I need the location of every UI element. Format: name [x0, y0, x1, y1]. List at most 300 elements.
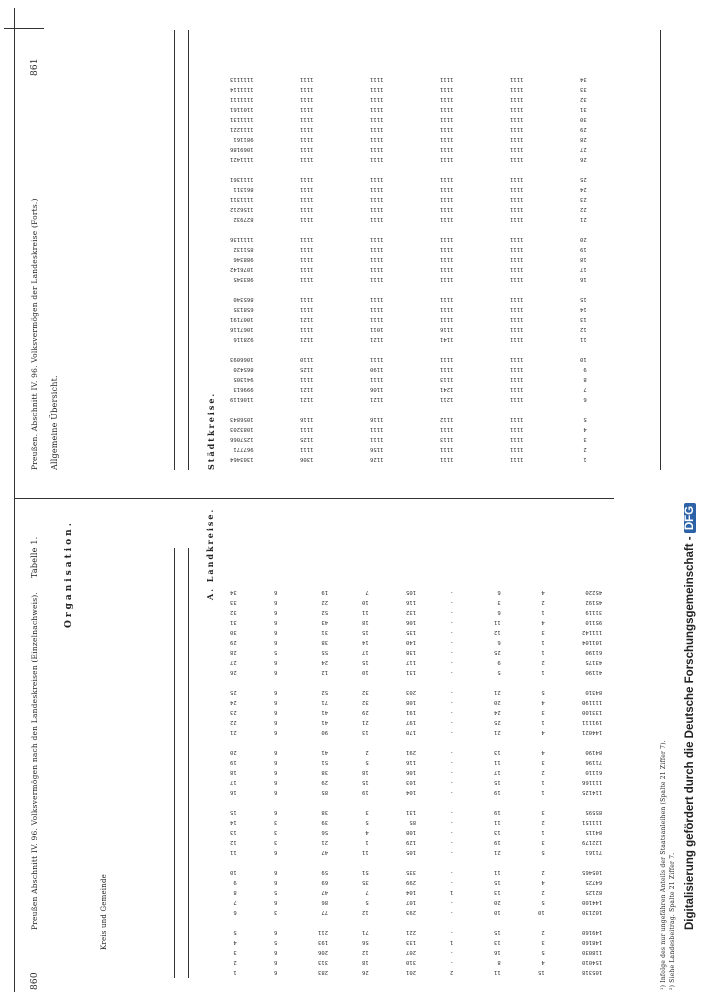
dfg-watermark	[684, 503, 696, 930]
left-cell: 26	[362, 969, 369, 975]
left-cell	[362, 859, 369, 865]
left-cell: 1	[450, 889, 454, 895]
left-cell: 24	[230, 699, 237, 705]
left-cell	[450, 859, 453, 865]
left-cell: -	[450, 729, 454, 735]
right-cell: 1111	[300, 146, 314, 152]
left-cell	[494, 739, 501, 745]
left-cell: 154010	[582, 959, 603, 965]
right-cell: 1111	[510, 436, 524, 442]
left-cell: 1	[541, 789, 545, 795]
left-column-heading: Kreis und Gemeinde	[100, 874, 108, 950]
left-table-mid-rule	[174, 548, 175, 978]
right-cell: 1111	[370, 376, 384, 382]
left-cell: 6	[274, 899, 278, 905]
left-cell: -	[450, 749, 454, 755]
right-cell: 1111	[440, 116, 454, 122]
left-cell: 211	[318, 929, 329, 935]
right-cell	[580, 346, 587, 352]
right-cell: 1156212	[230, 206, 254, 212]
left-cell	[274, 919, 277, 925]
right-cell: 1106	[370, 386, 384, 392]
left-cell: 56	[362, 939, 369, 945]
left-cell: 2	[541, 929, 545, 935]
right-cell: 1111	[510, 76, 524, 82]
left-cell: -	[450, 769, 454, 775]
left-cell: 15	[494, 879, 501, 885]
right-cell: 1111	[300, 116, 314, 122]
right-cell: 1111	[300, 266, 314, 272]
left-cell	[406, 859, 416, 865]
right-cell	[230, 226, 254, 232]
right-column-6	[580, 76, 587, 462]
left-cell	[450, 919, 453, 925]
left-cell: 5	[365, 819, 369, 825]
right-page-rule	[660, 30, 661, 470]
right-cell: 1111	[440, 106, 454, 112]
right-cell: 1111113	[230, 76, 254, 82]
right-cell: 1121	[300, 396, 314, 402]
left-cell: 191111	[582, 719, 603, 725]
left-cell: 85	[409, 819, 417, 825]
left-page-rule	[14, 8, 15, 992]
left-cell: 1	[541, 669, 545, 675]
right-cell: 1111	[370, 136, 384, 142]
right-column-3	[370, 76, 383, 462]
left-cell	[274, 799, 277, 805]
right-cell: 1111421	[230, 156, 254, 162]
right-cell: 1121	[370, 396, 384, 402]
left-cell	[406, 679, 416, 685]
left-cell: 193	[318, 939, 329, 945]
left-cell: 6	[274, 779, 278, 785]
left-cell: 19	[494, 789, 501, 795]
left-cell: 293	[406, 909, 417, 915]
left-cell: -	[450, 879, 454, 885]
right-cell: 1007191	[230, 316, 254, 322]
right-cell: 1111	[300, 256, 314, 262]
left-column-5	[406, 589, 416, 975]
left-cell: 6	[274, 599, 278, 605]
left-cell: 2	[541, 659, 545, 665]
right-cell: 1113	[440, 376, 454, 382]
right-cell: 1306	[300, 456, 314, 462]
left-cell: 12	[362, 909, 369, 915]
left-column-3	[318, 589, 328, 975]
left-cell	[494, 859, 501, 865]
left-cell: 144021	[582, 729, 603, 735]
left-cell: 221	[406, 929, 417, 935]
right-cell: 1111	[370, 176, 384, 182]
right-table-columns	[230, 32, 660, 462]
left-cell: 33	[230, 599, 237, 605]
right-cell: 1111	[300, 216, 314, 222]
right-cell: 29	[580, 126, 587, 132]
right-cell: 1111111	[230, 96, 254, 102]
right-cell: 1111	[510, 386, 524, 392]
left-cell: 6	[274, 749, 278, 755]
right-cell: 2	[583, 446, 587, 452]
right-cell: 1111	[370, 156, 384, 162]
right-cell: 1110	[300, 356, 314, 362]
left-page-number: 860	[30, 972, 40, 990]
right-cell: 6	[583, 396, 587, 402]
right-cell: 1101161	[230, 106, 254, 112]
right-cell	[580, 286, 587, 292]
left-cell	[274, 739, 277, 745]
right-cell: 1111	[440, 146, 454, 152]
left-cell: 3	[274, 829, 278, 835]
left-cell: 26	[230, 669, 237, 675]
left-cell: 4	[541, 699, 545, 705]
left-cell: 56	[321, 829, 329, 835]
left-cell: 291	[406, 749, 417, 755]
right-cell: 8	[583, 376, 587, 382]
right-cell: 941305	[233, 376, 254, 382]
left-cell: 11	[362, 849, 369, 855]
left-cell: 7	[365, 589, 369, 595]
page-divider	[14, 498, 614, 499]
left-cell	[450, 799, 453, 805]
left-cell: 35	[362, 879, 369, 885]
left-cell: 6	[497, 609, 501, 615]
left-cell: 138	[406, 649, 417, 655]
left-cell: 28	[230, 649, 237, 655]
right-cell: 25	[580, 176, 587, 182]
right-cell: 1111	[300, 296, 314, 302]
left-cell: -	[450, 609, 454, 615]
left-cell	[538, 859, 545, 865]
right-cell	[300, 286, 313, 292]
left-cell: 3	[541, 939, 545, 945]
left-cell: 203	[406, 689, 417, 695]
right-cell	[230, 286, 254, 292]
right-cell: 1111	[370, 316, 384, 322]
left-cell: 129	[406, 839, 417, 845]
left-cell: 310	[406, 959, 417, 965]
left-cell: 133	[406, 939, 417, 945]
left-column-9	[582, 589, 602, 975]
left-cell: 15	[230, 809, 237, 815]
right-cell: 16	[580, 276, 587, 282]
left-cell: 32	[362, 689, 369, 695]
left-cell	[538, 919, 545, 925]
left-cell: 22	[321, 599, 329, 605]
left-cell: 6	[274, 729, 278, 735]
right-cell: 1111	[440, 356, 454, 362]
left-cell: 108	[406, 699, 417, 705]
right-cell: 1111	[440, 296, 454, 302]
left-cell: 5	[274, 649, 278, 655]
right-cell	[300, 166, 313, 172]
left-cell: 21	[494, 689, 501, 695]
watermark-text: Digitalisierung gefördert durch die Deutsche Forschungsgemeinschaft -	[684, 536, 696, 930]
right-cell: 1113	[440, 436, 454, 442]
left-cell	[494, 919, 501, 925]
left-cell: 6	[274, 769, 278, 775]
left-cell: 4	[541, 729, 545, 735]
left-cell: 43	[321, 619, 329, 625]
right-cell	[580, 226, 587, 232]
right-cell: 1111	[370, 306, 384, 312]
left-cell: 6	[274, 619, 278, 625]
right-cell: 1111	[370, 296, 384, 302]
left-cell	[494, 799, 501, 805]
right-cell: 1121	[300, 336, 314, 342]
left-cell: -	[450, 839, 454, 845]
left-cell: 6	[274, 949, 278, 955]
right-cell: 1111	[440, 236, 454, 242]
left-cell: -	[450, 789, 454, 795]
left-cell: 12	[230, 839, 237, 845]
right-cell: 1111	[510, 396, 524, 402]
left-cell: 6	[274, 629, 278, 635]
right-cell: 1111	[300, 186, 314, 192]
left-column-8	[538, 589, 545, 975]
left-cell: 105318	[582, 969, 603, 975]
right-cell: 1111	[370, 146, 384, 152]
left-cell: 206	[318, 949, 329, 955]
left-cell: 283	[318, 969, 329, 975]
left-cell	[582, 679, 602, 685]
right-cell: 1111	[370, 196, 384, 202]
left-cell: 25	[494, 649, 501, 655]
right-cell: 1111	[440, 206, 454, 212]
right-cell: 30	[580, 116, 587, 122]
left-cell: 106	[406, 619, 417, 625]
right-cell: 1111221	[230, 126, 254, 132]
right-cell	[230, 346, 254, 352]
right-cell: 1066093	[230, 356, 254, 362]
left-cell: 13	[494, 889, 501, 895]
left-cell: 84310	[585, 689, 603, 695]
left-subsection-title: A. Landkreise.	[205, 507, 215, 600]
right-cell: 1111	[440, 276, 454, 282]
left-cell: -	[450, 639, 454, 645]
left-cell: 71196	[585, 759, 603, 765]
right-cell: 1111	[510, 126, 524, 132]
right-cell: 1111	[510, 336, 524, 342]
right-cell	[580, 406, 587, 412]
right-cell: 1111	[300, 376, 314, 382]
left-column-2	[274, 589, 277, 975]
right-cell: 1111	[370, 86, 384, 92]
left-cell: 13	[494, 829, 501, 835]
left-cell: 52	[321, 689, 329, 695]
left-cell: -	[450, 669, 454, 675]
left-cell: -	[450, 869, 454, 875]
left-cell: -	[450, 929, 454, 935]
left-cell: 117	[406, 659, 417, 665]
right-cell: 1111	[440, 426, 454, 432]
right-cell: 1111	[440, 186, 454, 192]
left-cell: 17	[230, 779, 237, 785]
left-cell: 51	[321, 759, 329, 765]
right-cell: 861311	[233, 186, 254, 192]
left-cell: 111166	[582, 779, 603, 785]
right-cell: 1111	[510, 106, 524, 112]
right-cell: 967771	[233, 446, 254, 452]
left-cell: 61190	[585, 649, 603, 655]
left-cell: 3	[541, 709, 545, 715]
right-cell: 1111	[510, 176, 524, 182]
right-cell: 865340	[233, 296, 254, 302]
right-cell: 1126	[370, 456, 384, 462]
left-cell: 47	[321, 889, 329, 895]
left-cell: 6	[274, 719, 278, 725]
right-cell: 1111	[300, 86, 314, 92]
left-cell: 13	[494, 939, 501, 945]
left-cell: 4	[541, 749, 545, 755]
right-cell: 999613	[233, 386, 254, 392]
right-cell: 1111	[440, 156, 454, 162]
left-cell: 6	[497, 589, 501, 595]
right-cell: 20	[580, 236, 587, 242]
left-cell: 149160	[582, 929, 603, 935]
right-cell: 1067116	[230, 326, 254, 332]
right-cell: 981161	[233, 136, 254, 142]
left-cell: 47	[321, 849, 329, 855]
left-cell: 144100	[582, 899, 603, 905]
left-cell	[318, 739, 328, 745]
left-cell: 15	[494, 929, 501, 935]
left-cell: 32	[362, 699, 369, 705]
left-cell: -	[450, 819, 454, 825]
right-cell: 1111	[440, 306, 454, 312]
right-cell: 1111	[300, 96, 314, 102]
left-cell: 4	[365, 829, 369, 835]
right-cell: 31	[580, 106, 587, 112]
right-cell: 7	[583, 386, 587, 392]
right-cell: 1125	[300, 366, 314, 372]
left-cell: 2	[541, 819, 545, 825]
left-cell: 108	[406, 829, 417, 835]
left-cell: 103	[406, 779, 417, 785]
left-cell	[406, 919, 416, 925]
left-cell: 7	[233, 899, 237, 905]
left-cell	[538, 679, 545, 685]
left-cell: 31	[321, 629, 329, 635]
left-cell: 170	[406, 729, 417, 735]
left-cell: 6	[274, 639, 278, 645]
right-cell: 26	[580, 156, 587, 162]
right-table-left-rule	[188, 30, 189, 470]
left-cell: 64725	[585, 879, 603, 885]
left-cell: 3	[497, 599, 501, 605]
right-cell: 1111	[300, 176, 314, 182]
right-cell: 1111	[440, 316, 454, 322]
right-cell: 1056843	[230, 416, 254, 422]
left-cell	[362, 919, 369, 925]
left-cell: -	[450, 689, 454, 695]
right-cell: 1116	[370, 416, 384, 422]
right-cell: 34	[580, 76, 587, 82]
right-cell	[230, 166, 254, 172]
right-cell: 11	[580, 336, 587, 342]
right-cell: 1111	[370, 116, 384, 122]
right-cell: 1111	[300, 236, 314, 242]
right-cell: 1111	[510, 356, 524, 362]
right-cell: 1111	[370, 256, 384, 262]
left-cell: 5	[274, 939, 278, 945]
left-cell: 6	[274, 669, 278, 675]
left-cell	[318, 859, 328, 865]
left-cell: 2	[541, 769, 545, 775]
right-cell: 1111	[510, 236, 524, 242]
right-cell: 1	[583, 456, 587, 462]
left-cell: 4	[541, 879, 545, 885]
right-cell: 1111	[510, 146, 524, 152]
right-cell: 1111	[300, 246, 314, 252]
right-cell: 1111	[510, 216, 524, 222]
left-cell: 133100	[582, 709, 603, 715]
left-cell: 3	[541, 839, 545, 845]
left-cell: 29	[362, 709, 369, 715]
right-cell	[580, 166, 587, 172]
left-cell: -	[450, 899, 454, 905]
right-cell: 1069186	[230, 146, 254, 152]
footnote-1: ¹) Infolge des nur ungefähren Anteils der Staatsanleihen (Spalte 21 Ziffer 7).	[660, 740, 667, 990]
left-cell: 13	[230, 829, 237, 835]
left-cell: 24	[321, 659, 329, 665]
left-cell: 11	[362, 609, 369, 615]
left-cell: 116	[406, 759, 417, 765]
left-cell: 5	[541, 899, 545, 905]
left-cell: 41190	[585, 669, 603, 675]
right-cell: 1111	[510, 86, 524, 92]
right-cell: 1111	[440, 366, 454, 372]
corner-mark	[4, 28, 44, 29]
left-cell: -	[450, 649, 454, 655]
left-cell: 59	[321, 869, 329, 875]
left-cell	[230, 859, 237, 865]
right-cell	[510, 406, 523, 412]
left-cell: 15	[362, 629, 369, 635]
left-cell	[538, 739, 545, 745]
left-cell: 5	[541, 949, 545, 955]
right-column-2	[300, 76, 313, 462]
left-cell: 116	[406, 599, 417, 605]
right-cell: 1111	[370, 246, 384, 252]
left-cell: 12	[321, 669, 329, 675]
left-cell: 11	[494, 619, 501, 625]
left-cell	[494, 679, 501, 685]
left-cell: 6	[274, 689, 278, 695]
left-cell: 32	[230, 609, 237, 615]
left-cell	[362, 799, 369, 805]
left-cell: 69	[321, 879, 329, 885]
left-cell: 3	[274, 819, 278, 825]
right-cell: 1257066	[230, 436, 254, 442]
left-cell: 1	[450, 939, 454, 945]
right-cell: 1111	[510, 416, 524, 422]
right-cell	[370, 286, 383, 292]
left-cell: -	[450, 759, 454, 765]
right-cell: 1211	[440, 396, 454, 402]
left-cell	[318, 799, 328, 805]
right-cell: 1116	[300, 416, 314, 422]
left-cell	[274, 859, 277, 865]
right-cell	[230, 406, 254, 412]
left-cell: 41	[321, 719, 329, 725]
left-cell: 84190	[585, 749, 603, 755]
right-cell: 928116	[233, 336, 254, 342]
right-cell: 1111	[510, 196, 524, 202]
right-cell: 1111	[440, 96, 454, 102]
right-cell: 1111	[440, 76, 454, 82]
left-cell	[230, 919, 237, 925]
right-cell: 1116	[440, 326, 454, 332]
